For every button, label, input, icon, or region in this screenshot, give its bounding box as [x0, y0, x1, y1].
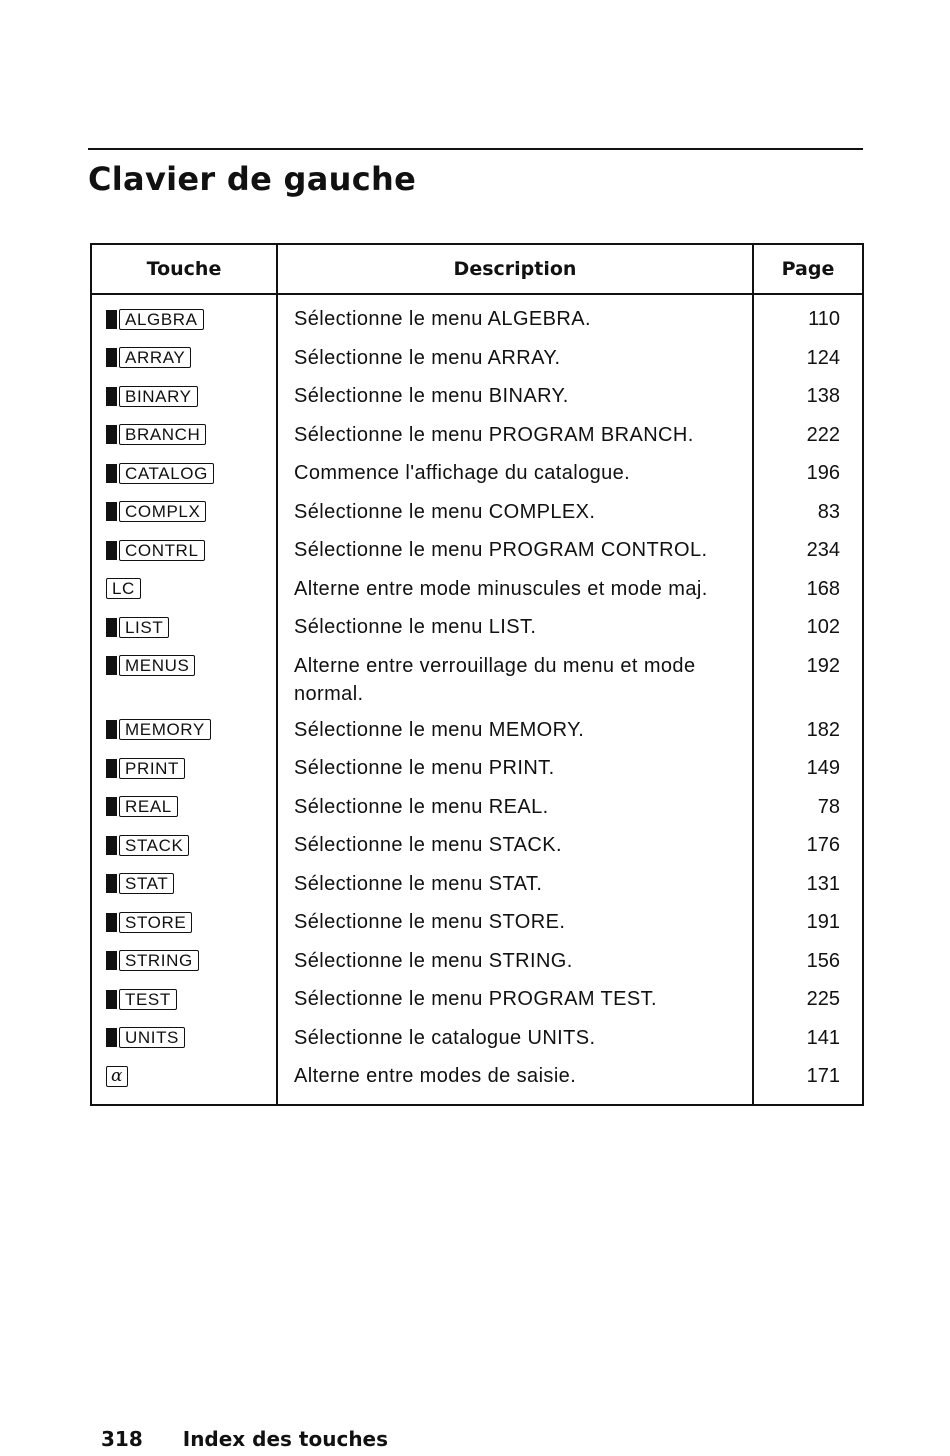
description-cell: Sélectionne le menu REAL.: [277, 793, 753, 832]
keycap-label: PRINT: [119, 758, 185, 779]
table-header-row: [91, 244, 863, 294]
description-cell: Sélectionne le menu COMPLEX.: [277, 498, 753, 537]
shift-key-icon: [106, 951, 117, 970]
description-cell: Alterne entre verrouillage du menu et mode normal.: [277, 652, 753, 716]
shift-key-icon: [106, 618, 117, 637]
key-cell: [91, 498, 277, 537]
table-row: [91, 716, 863, 755]
shift-key-icon: [106, 541, 117, 560]
table-row: [91, 536, 863, 575]
shift-key-icon: [106, 656, 117, 675]
key-cell: [91, 870, 277, 909]
key-cell: [91, 754, 277, 793]
table-row: [91, 613, 863, 652]
description-cell: Commence l'affichage du catalogue.: [277, 459, 753, 498]
shift-key-icon: [106, 387, 117, 406]
key-cell: [91, 575, 277, 614]
key-cell: [91, 613, 277, 652]
table-row: [91, 1024, 863, 1063]
table-row: [91, 575, 863, 614]
keycap-label: TEST: [119, 989, 177, 1010]
page-cell: 222: [806, 423, 840, 446]
keycap-label: ARRAY: [119, 347, 191, 368]
header-description: Description: [277, 244, 753, 294]
key-cell: [91, 985, 277, 1024]
shift-key-icon: [106, 913, 117, 932]
shift-key-icon: [106, 759, 117, 778]
key-cell: [91, 294, 277, 344]
table-row: [91, 870, 863, 909]
table-row: [91, 294, 863, 344]
description-cell: Alterne entre mode minuscules et mode maj.: [277, 575, 753, 614]
key-cell: [91, 652, 277, 716]
key-cell: [91, 421, 277, 460]
page-cell: 176: [806, 834, 840, 856]
table-row: [91, 1062, 863, 1105]
key-cell: [91, 382, 277, 421]
key-cell: [91, 1062, 277, 1105]
page-cell: 171: [806, 1065, 840, 1087]
description-cell: Sélectionne le menu PROGRAM TEST.: [277, 985, 753, 1024]
shift-key-icon: [106, 348, 117, 367]
keycap-label: CATALOG: [119, 463, 214, 484]
table-row: [91, 652, 863, 716]
key-cell: [91, 793, 277, 832]
keycap-label: ALGBRA: [119, 309, 204, 330]
keycap-label: STRING: [119, 950, 199, 971]
page-cell: 168: [806, 577, 840, 600]
page-footer: [101, 1427, 388, 1451]
table-row: [91, 908, 863, 947]
table-row: [91, 382, 863, 421]
key-cell: [91, 908, 277, 947]
shift-key-icon: [106, 990, 117, 1009]
page-cell: 149: [806, 757, 840, 779]
keycap-label: BRANCH: [119, 424, 206, 445]
page-cell: 78: [817, 795, 840, 818]
keycap-label: STORE: [119, 912, 192, 933]
shift-key-icon: [106, 836, 117, 855]
page-cell: 196: [806, 462, 840, 484]
description-cell: Sélectionne le menu STRING.: [277, 947, 753, 986]
shift-key-icon: [106, 1028, 117, 1047]
keycap-label: LC: [106, 578, 141, 599]
description-cell: Sélectionne le menu STAT.: [277, 870, 753, 909]
table-row: [91, 344, 863, 383]
shift-key-icon: [106, 720, 117, 739]
page-cell: 83: [817, 500, 840, 523]
keycap-label: LIST: [119, 617, 169, 638]
key-cell: [91, 459, 277, 498]
key-cell: [91, 947, 277, 986]
table-body: [91, 294, 863, 1105]
key-cell: [91, 344, 277, 383]
page-cell: 138: [806, 385, 840, 407]
keycap-label: MEMORY: [119, 719, 211, 740]
keycap-label: COMPLX: [119, 501, 206, 522]
key-cell: [91, 831, 277, 870]
table-row: [91, 793, 863, 832]
keycap-label: MENUS: [119, 655, 195, 676]
page-cell: 124: [806, 346, 840, 369]
key-index-table: [90, 243, 864, 1106]
description-cell: Sélectionne le catalogue UNITS.: [277, 1024, 753, 1063]
shift-key-icon: [106, 874, 117, 893]
page-cell: 191: [806, 911, 840, 933]
keycap-label: UNITS: [119, 1027, 185, 1048]
table-row: [91, 498, 863, 537]
page-cell: 234: [806, 539, 840, 561]
key-cell: [91, 1024, 277, 1063]
page-cell: 141: [806, 1026, 840, 1049]
table-row: [91, 831, 863, 870]
keycap-label: STAT: [119, 873, 174, 894]
page-cell: 131: [806, 872, 840, 895]
page-cell: 225: [806, 988, 840, 1010]
description-cell: Sélectionne le menu MEMORY.: [277, 716, 753, 755]
description-cell: Sélectionne le menu BINARY.: [277, 382, 753, 421]
keycap-label: STACK: [119, 835, 189, 856]
description-cell: Sélectionne le menu PROGRAM BRANCH.: [277, 421, 753, 460]
table-row: [91, 459, 863, 498]
description-cell: Sélectionne le menu LIST.: [277, 613, 753, 652]
description-cell: Sélectionne le menu STACK.: [277, 831, 753, 870]
page-cell: 102: [806, 616, 840, 638]
page-cell: 110: [808, 308, 840, 330]
shift-key-icon: [106, 464, 117, 483]
page-cell: 192: [806, 654, 840, 677]
header-key: Touche: [91, 244, 277, 294]
table-row: [91, 421, 863, 460]
table-row: [91, 985, 863, 1024]
shift-key-icon: [106, 425, 117, 444]
keycap-label: α: [106, 1066, 128, 1087]
key-cell: [91, 716, 277, 755]
page-cell: 182: [806, 718, 840, 741]
description-cell: Sélectionne le menu ARRAY.: [277, 344, 753, 383]
description-cell: Sélectionne le menu PRINT.: [277, 754, 753, 793]
keycap-label: BINARY: [119, 386, 198, 407]
key-cell: [91, 536, 277, 575]
page-number: 318: [101, 1427, 143, 1451]
keycap-label: CONTRL: [119, 540, 205, 561]
header-page: Page: [753, 244, 863, 294]
description-cell: Sélectionne le menu PROGRAM CONTROL.: [277, 536, 753, 575]
shift-key-icon: [106, 310, 117, 329]
top-rule: [88, 148, 863, 150]
description-cell: Sélectionne le menu STORE.: [277, 908, 753, 947]
table-row: [91, 754, 863, 793]
table-row: [91, 947, 863, 986]
keycap-label: REAL: [119, 796, 178, 817]
shift-key-icon: [106, 502, 117, 521]
page-cell: 156: [806, 949, 840, 972]
description-cell: Sélectionne le menu ALGEBRA.: [277, 294, 753, 344]
description-cell: Alterne entre modes de saisie.: [277, 1062, 753, 1105]
shift-key-icon: [106, 797, 117, 816]
section-name: Index des touches: [182, 1427, 389, 1451]
page-title: Clavier de gauche: [88, 160, 417, 198]
